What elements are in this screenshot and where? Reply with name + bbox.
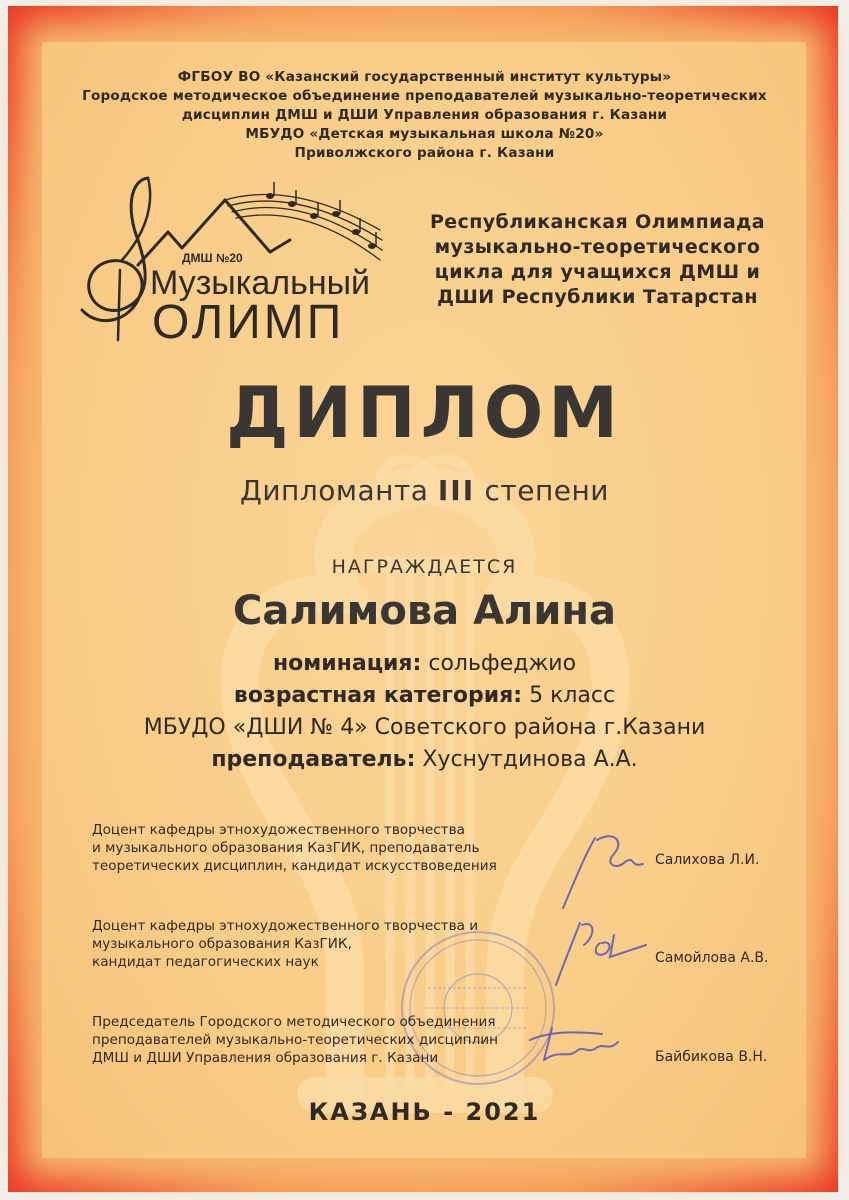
signatory-1-name: Салихова Л.И. [655,852,760,868]
degree-suffix: степени [484,474,609,507]
signatory-line: Председатель Городского методического объединения [92,1014,496,1030]
signatory-line: ДМШ и ДШИ Управления образования г. Казани [92,1050,439,1066]
signatory-2-position [92,917,478,971]
nomination-value: сольфеджио [428,651,577,676]
signatory-3-position [92,1013,498,1067]
signatory-line: и музыкального образования КазГИК, преподаватель [92,840,480,856]
signatory-line: преподавателей музыкально-теоретических дисциплин [92,1032,498,1048]
music-olympus-logo [60,170,395,345]
logo-word-1: Музыкальный [150,264,371,302]
logo-word-2: ОЛИМП [152,296,345,345]
header-line: Городское методическое объединение преподавателей музыкально-теоретических [82,88,767,104]
olympiad-line: ДШИ Республики Татарстан [437,286,758,308]
recipient-details [0,648,849,776]
header-line: ФГБОУ ВО «Казанский государственный институт культуры» [177,69,672,85]
signatory-line: теоретических дисциплин, кандидат искусствоведения [92,858,497,874]
degree-line [0,474,849,507]
organizers-header [0,68,849,163]
teacher-row [0,744,849,776]
school-row: МБУДО «ДШИ № 4» Советского района г.Казани [143,715,706,740]
treble-clef-icon [82,178,148,321]
place-and-year: КАЗАНЬ - 2021 [308,1098,541,1126]
header-line: Приволжского района г. Казани [294,145,555,161]
signature-3 [522,1020,632,1070]
olympiad-line: Республиканская Олимпиада [429,211,766,233]
age-category-label: возрастная категория: [233,683,523,708]
signatory-2-name: Самойлова А.В. [655,950,769,966]
degree-level: III [437,474,476,507]
teacher-label: преподаватель: [211,747,416,772]
signature-2 [550,915,650,990]
signatory-line: Доцент кафедры этнохудожественного творчества и [92,918,479,934]
header-line: МБУДО «Детская музыкальная школа №20» [245,126,604,142]
signature-1 [555,820,650,915]
document-title: ДИПЛОМ [226,372,623,454]
nomination-row [0,648,849,680]
age-category-row [0,680,849,712]
nomination-label: номинация: [272,651,422,676]
signatory-1-position [92,821,497,875]
signatory-3-name: Байбикова В.Н. [655,1049,768,1065]
teacher-value: Хуснутдинова А.А. [422,747,638,772]
logo-school: ДМШ №20 [182,251,243,265]
recipient-name: Салимова Алина [233,588,616,634]
degree-prefix: Дипломанта [239,474,429,507]
olympiad-line: музыкально-теоретического [434,236,761,258]
signatory-line: музыкального образования КазГИК, [92,936,352,952]
awarded-label: НАГРАЖДАЕТСЯ [331,556,518,578]
olympiad-line: цикла для учащихся ДМШ и [434,261,761,283]
age-category-value: 5 класс [529,683,616,708]
signatory-line: Доцент кафедры этнохудожественного творчества [92,822,465,838]
header-line: дисциплин ДМШ и ДШИ Управления образования г. Казани [181,107,668,123]
olympiad-title [420,210,775,310]
signatory-line: кандидат педагогических наук [92,954,319,970]
